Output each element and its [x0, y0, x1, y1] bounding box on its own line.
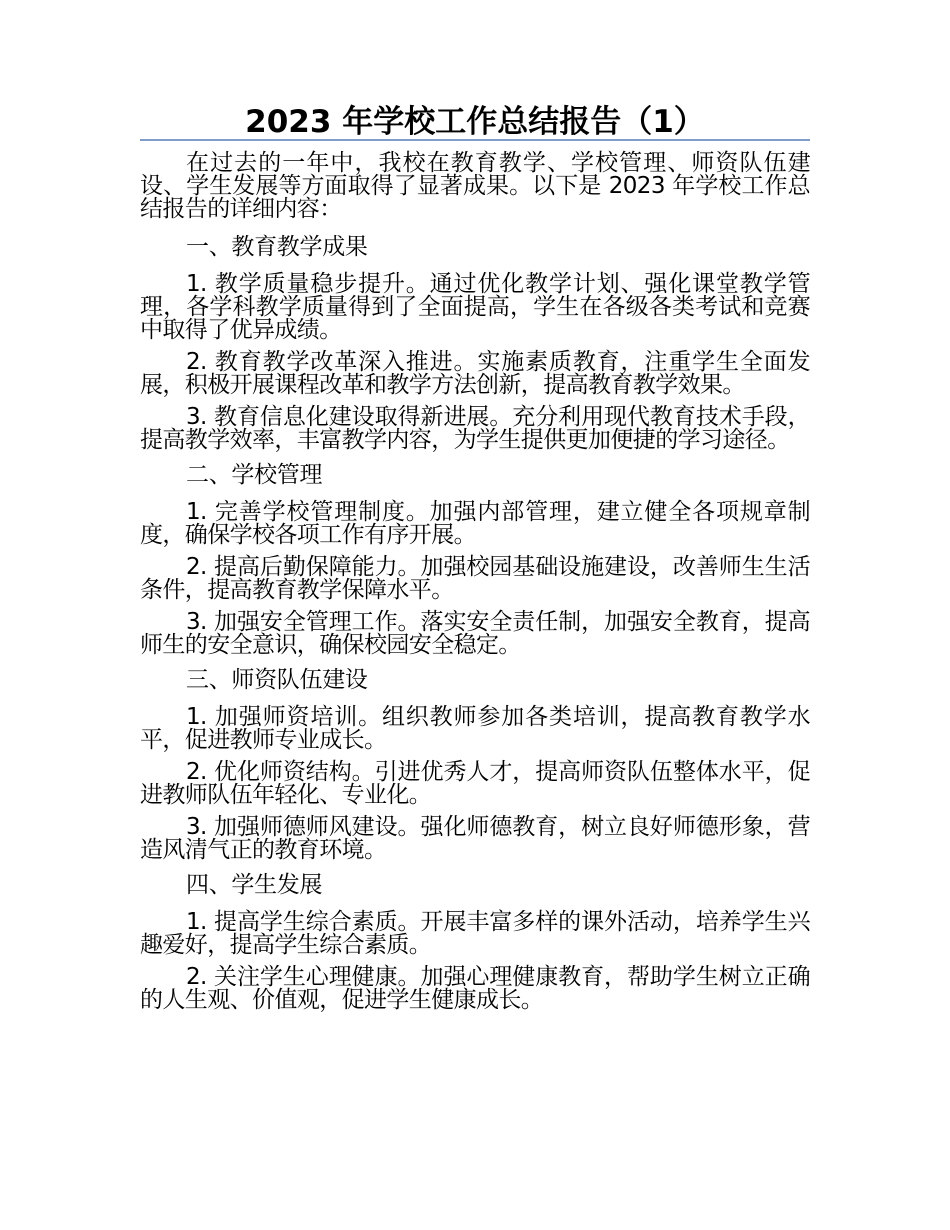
section-heading-teaching: 一、教育教学成果: [186, 234, 368, 260]
section-heading-management: 二、学校管理: [186, 462, 323, 488]
list-item: 3. 教育信息化建设取得新进展。充分利用现代教育技术手段，提高教学效率，丰富教学内容，为学生提供更加便捷的学习途径。: [140, 404, 810, 453]
document-body: [140, 152, 810, 1021]
list-item: 1. 加强师资培训。组织教师参加各类培训，提高教育教学水平，促进教师专业成长。: [140, 704, 810, 753]
page-title: 2023 年学校工作总结报告（1）: [245, 104, 705, 140]
list-item: 2. 教育教学改革深入推进。实施素质教育，注重学生全面发展，积极开展课程改革和教学方法创新，提高教育教学效果。: [140, 349, 810, 398]
list-item: 2. 关注学生心理健康。加强心理健康教育，帮助学生树立正确的人生观、价值观，促进学生健康成长。: [140, 964, 810, 1013]
list-item: 1. 完善学校管理制度。加强内部管理，建立健全各项规章制度，确保学校各项工作有序开展。: [140, 499, 810, 548]
section-heading-students: 四、学生发展: [186, 872, 323, 898]
list-item: 3. 加强师德师风建设。强化师德教育，树立良好师德形象，营造风清气正的教育环境。: [140, 814, 810, 863]
list-item: 1. 提高学生综合素质。开展丰富多样的课外活动，培养学生兴趣爱好，提高学生综合素质。: [140, 909, 810, 958]
list-item: 3. 加强安全管理工作。落实安全责任制，加强安全教育，提高师生的安全意识，确保校园安全稳定。: [140, 609, 810, 658]
intro-paragraph: 在过去的一年中，我校在教育教学、学校管理、师资队伍建设、学生发展等方面取得了显著成果。以下是 2023 年学校工作总结报告的详细内容：: [140, 150, 810, 222]
list-item: 2. 提高后勤保障能力。加强校园基础设施建设，改善师生生活条件，提高教育教学保障水平。: [140, 554, 810, 603]
title-underline: [140, 139, 810, 141]
list-item: 1. 教学质量稳步提升。通过优化教学计划、强化课堂教学管理，各学科教学质量得到了全面提高，学生在各级各类考试和竞赛中取得了优异成绩。: [140, 271, 810, 343]
list-item: 2. 优化师资结构。引进优秀人才，提高师资队伍整体水平，促进教师队伍年轻化、专业化。: [140, 759, 810, 808]
section-heading-faculty: 三、师资队伍建设: [186, 667, 368, 693]
